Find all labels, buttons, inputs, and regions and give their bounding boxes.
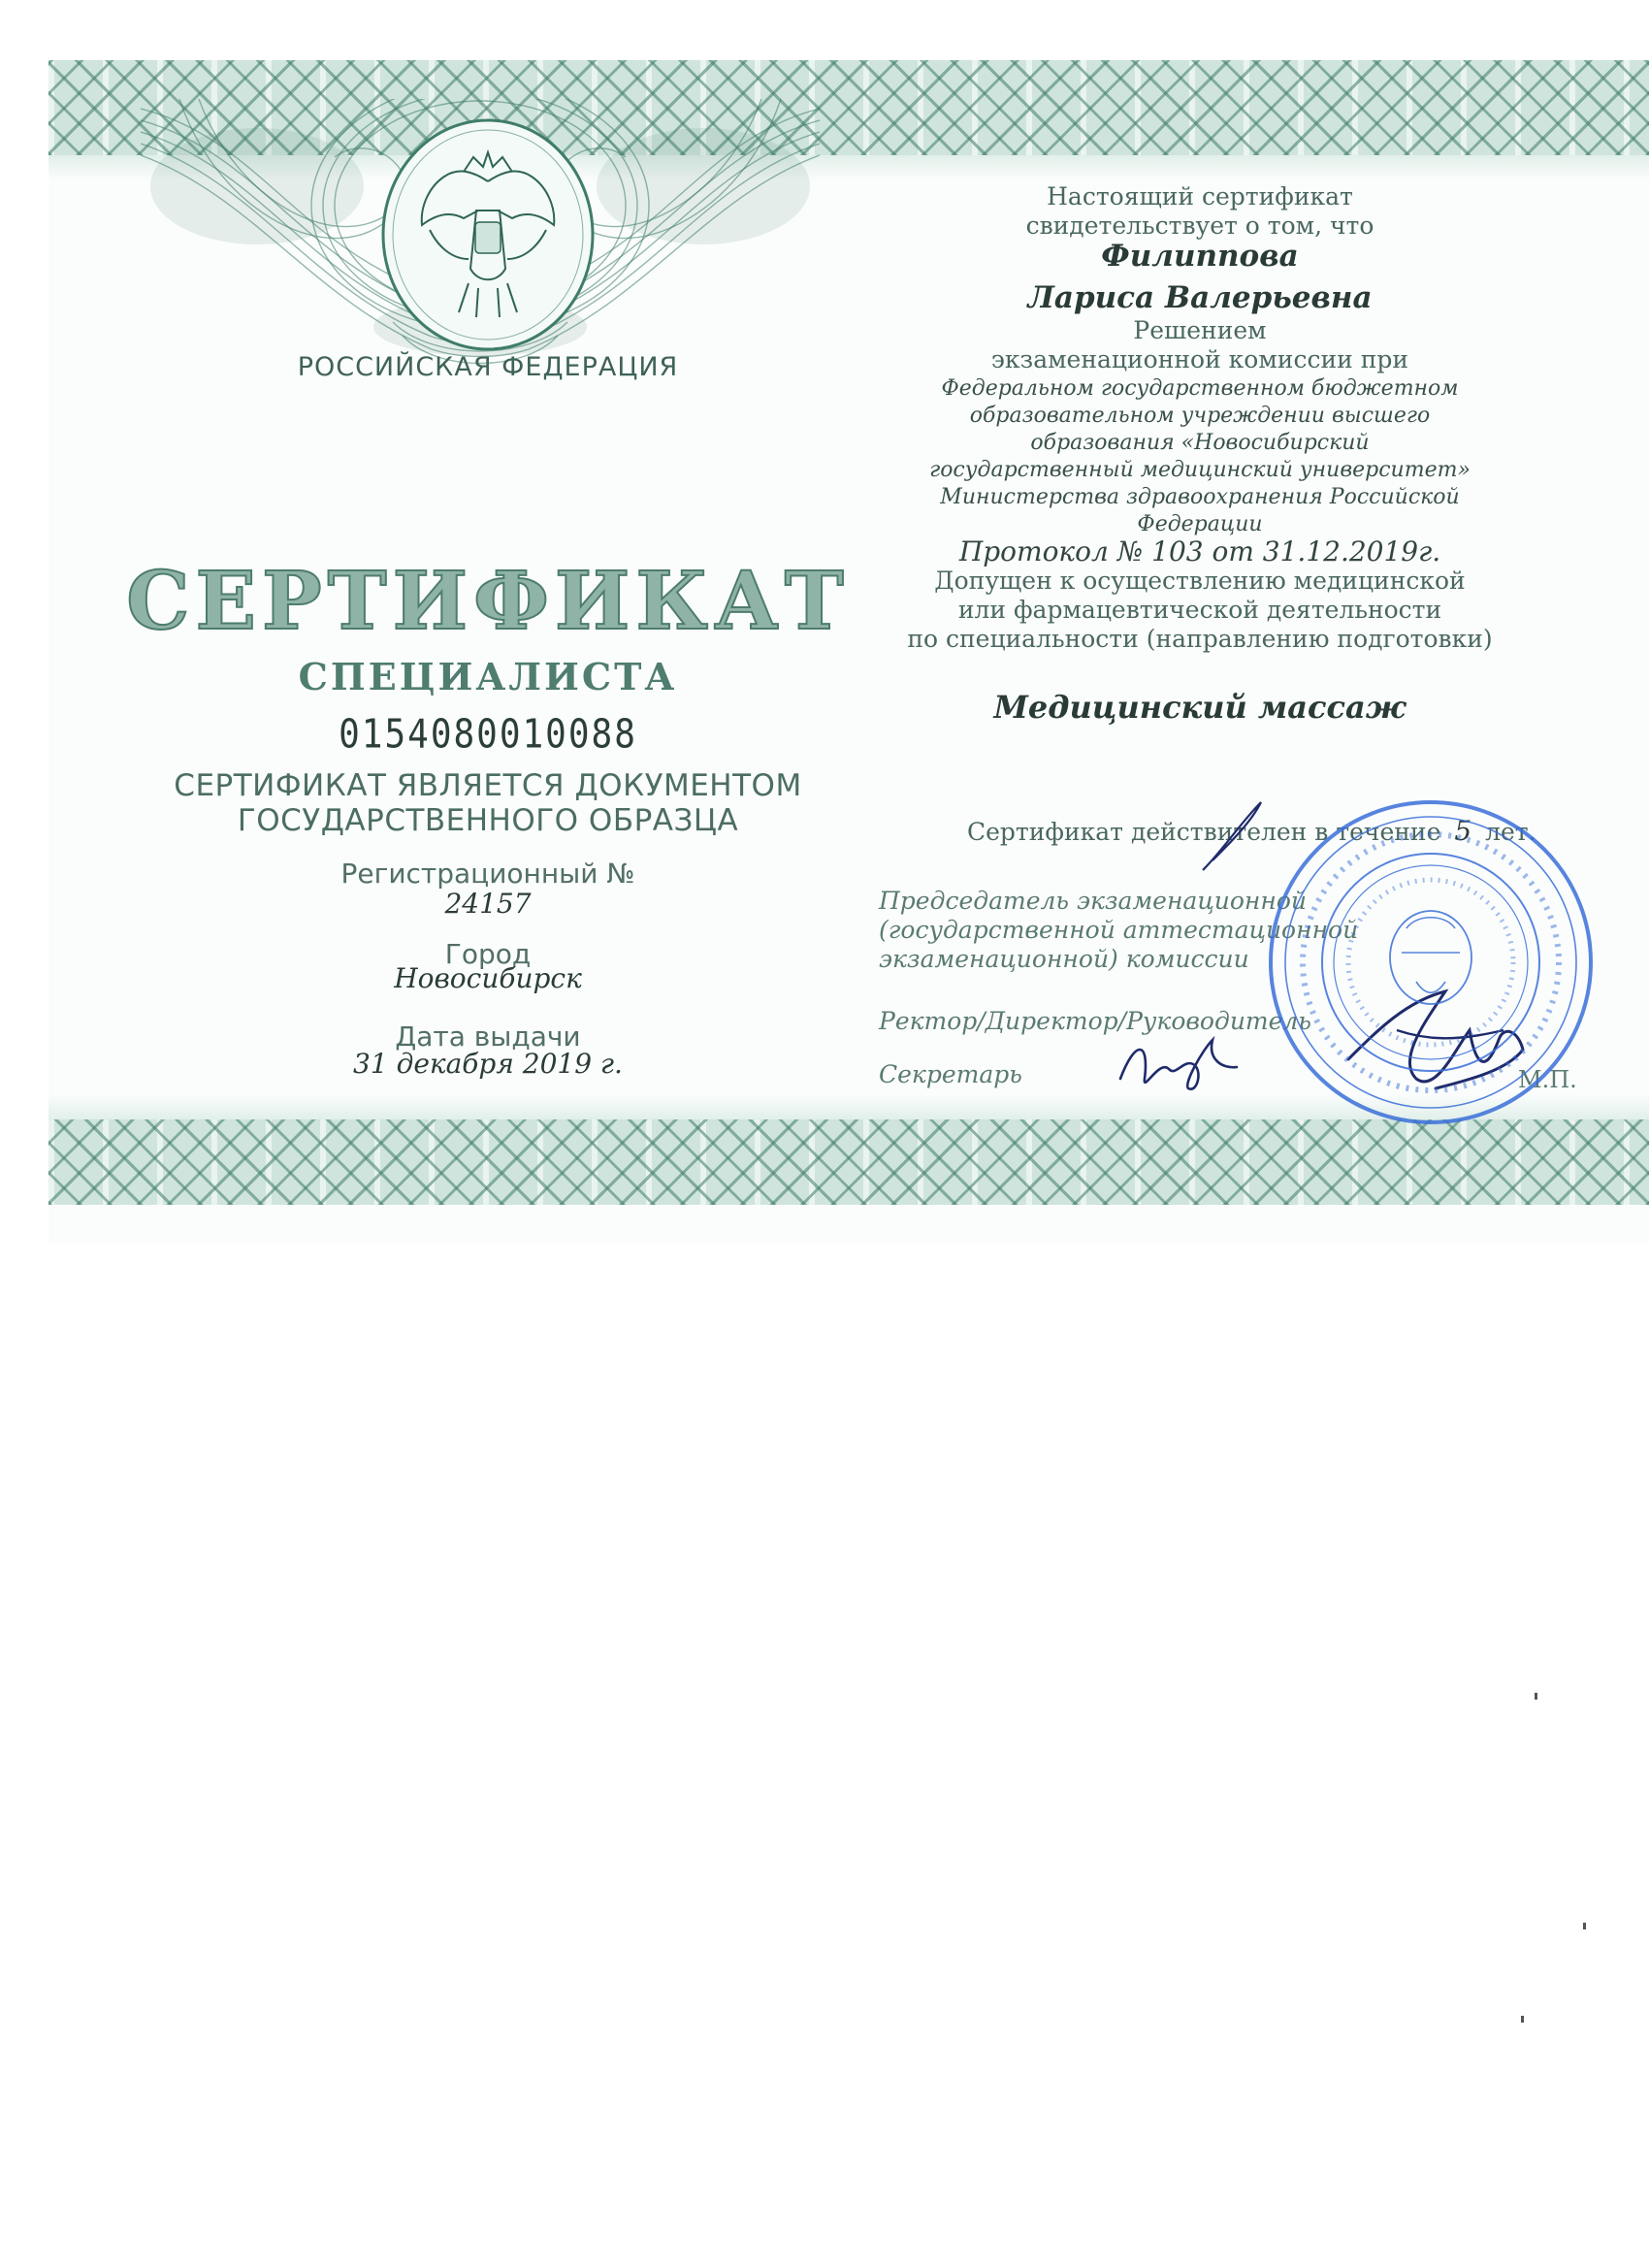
- state-document-line-2: ГОСУДАРСТВЕННОГО ОБРАЗЦА: [237, 803, 739, 838]
- chair-line-2: (государственной аттестационной: [879, 916, 1359, 944]
- institution-line-1: Федеральном государственном бюджетном: [941, 376, 1459, 401]
- protocol-line: Протокол № 103 от 31.12.2019г.: [958, 535, 1441, 567]
- validity-prefix: Сертификат действителен в течение: [967, 818, 1441, 846]
- specialty-value: Медицинский массаж: [993, 689, 1406, 726]
- validity-suffix: лет.: [1485, 818, 1536, 846]
- bottom-ornament-band: [48, 1119, 1649, 1205]
- validity-years: 5: [1454, 815, 1472, 847]
- state-document-line-1: СЕРТИФИКАТ ЯВЛЯЕТСЯ ДОКУМЕНТОМ: [174, 768, 802, 803]
- scan-speck: [1583, 1923, 1586, 1929]
- seal-place-label: М.П.: [1518, 1066, 1577, 1093]
- commission-label: экзаменационной комиссии при: [990, 345, 1409, 373]
- registration-label: Регистрационный №: [340, 858, 635, 890]
- country-name: РОССИЙСКАЯ ФЕДЕРАЦИЯ: [297, 352, 679, 382]
- certificate-title: СЕРТИФИКАТ: [126, 555, 850, 648]
- chair-line-3: экзаменационной) комиссии: [879, 945, 1249, 973]
- official-seal-stamp: [1261, 793, 1600, 1132]
- certificate-subtitle: СПЕЦИАЛИСТА: [298, 655, 678, 698]
- scan-speck: [1521, 2016, 1524, 2023]
- rector-label: Ректор/Директор/Руководитель: [879, 1007, 1311, 1035]
- institution-line-5: Министерства здравоохранения Российской: [940, 485, 1460, 509]
- coat-of-arms-emblem: [362, 113, 614, 366]
- issue-date-label: Дата выдачи: [395, 1021, 581, 1053]
- decision-label: Решением: [1133, 316, 1267, 344]
- secretary-label: Секретарь: [879, 1060, 1022, 1088]
- holder-given-names: Лариса Валерьевна: [1027, 280, 1373, 315]
- serial-number: 0154080010088: [339, 711, 637, 759]
- scan-speck: [1535, 1693, 1537, 1700]
- institution-line-6: Федерации: [1137, 512, 1263, 536]
- institution-line-3: образования «Новосибирский: [1030, 431, 1370, 455]
- intro-line-1: Настоящий сертификат: [1047, 182, 1353, 211]
- holder-surname: Филиппова: [1101, 239, 1299, 274]
- admission-line-3: по специальности (направлению подготовки): [907, 625, 1493, 653]
- institution-line-2: образовательном учреждении высшего: [969, 404, 1431, 428]
- city-value: Новосибирск: [394, 962, 582, 994]
- registration-number: 24157: [444, 888, 532, 920]
- admission-line-1: Допущен к осуществлению медицинской: [934, 567, 1466, 595]
- intro-line-2: свидетельствует о том, что: [1025, 211, 1374, 240]
- city-label: Город: [444, 938, 532, 970]
- institution-line-4: государственный медицинский университет»: [929, 458, 1471, 482]
- issue-date-value: 31 декабря 2019 г.: [353, 1048, 623, 1080]
- validity-handwritten-mark: [1193, 793, 1271, 880]
- chair-line-1: Председатель экзаменационной: [879, 887, 1308, 915]
- admission-line-2: или фармацевтической деятельности: [957, 596, 1442, 624]
